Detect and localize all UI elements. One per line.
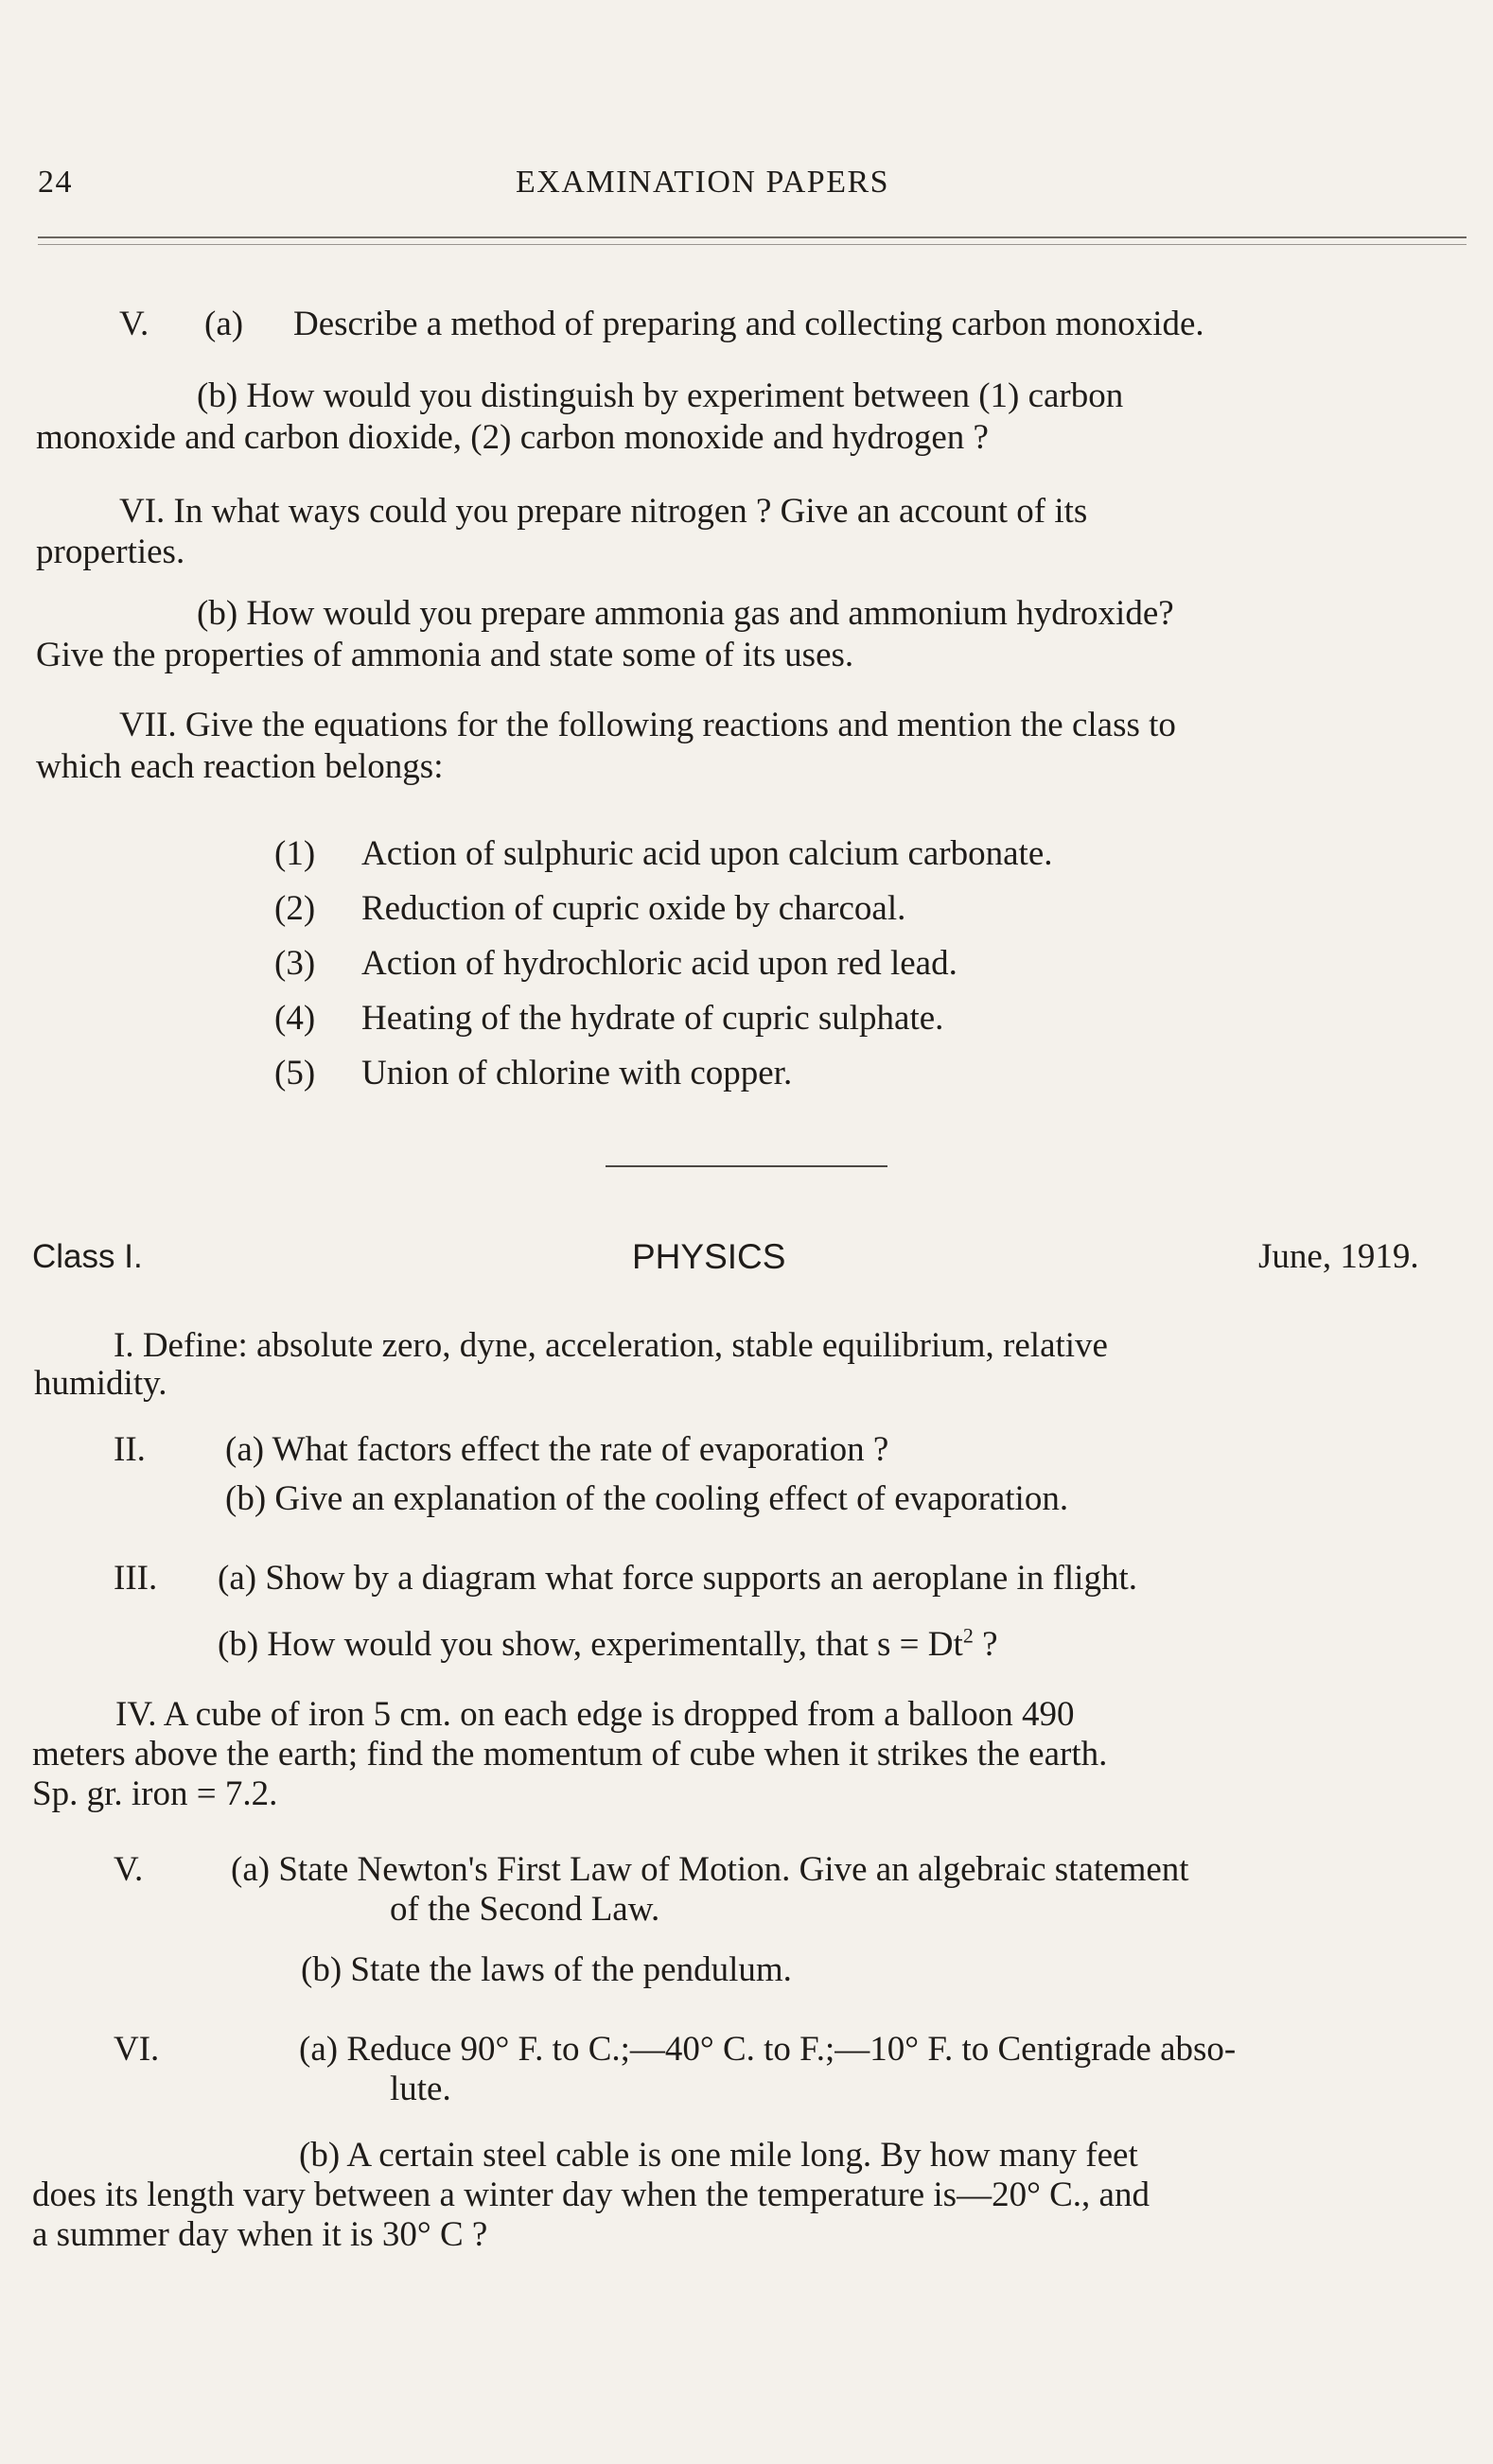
chem-q6-b-line1: (b) How would you prepare ammonia gas and ammonium hydroxide? (197, 594, 1174, 633)
phys-q5-a-line2: of the Second Law. (390, 1890, 660, 1929)
phys-q2-number: II. (114, 1430, 146, 1469)
phys-q5-number: V. (114, 1850, 144, 1889)
phys-q6-b-line1: (b) A certain steel cable is one mile long. By how many feet (299, 2136, 1138, 2175)
chem-q7-item-text: Union of chlorine with copper. (361, 1054, 793, 1092)
chem-q7-item-text: Heating of the hydrate of cupric sulphate. (361, 999, 944, 1038)
phys-q3-number: III. (114, 1559, 158, 1598)
phys-q6-b-line3: a summer day when it is 30° C ? (32, 2215, 488, 2254)
chem-q5-b-line2: monoxide and carbon dioxide, (2) carbon monoxide and hydrogen ? (36, 418, 989, 457)
chem-q5-b-line1: (b) How would you distinguish by experiment between (1) carbon (197, 376, 1124, 415)
physics-exam-date: June, 1919. (1258, 1237, 1419, 1276)
chem-q5-number: V. (119, 305, 149, 343)
phys-q6-a-line2: lute. (390, 2070, 451, 2108)
chem-q7-item-number: (4) (274, 999, 316, 1038)
phys-q4-line1: IV. A cube of iron 5 cm. on each edge is dropped from a balloon 490 (115, 1695, 1075, 1734)
header-rule-top (38, 236, 1467, 238)
chem-q6-line2: properties. (36, 533, 185, 571)
section-divider (606, 1165, 887, 1167)
phys-q6-number: VI. (114, 2030, 160, 2069)
phys-q4-line2: meters above the earth; find the momentum of cube when it strikes the earth. (32, 1735, 1108, 1774)
chem-q7-item-text: Action of hydrochloric acid upon red lead. (361, 944, 957, 983)
phys-q3-b-end: ? (973, 1625, 998, 1664)
phys-q3-b (218, 1625, 998, 1665)
physics-class-label: Class I. (32, 1238, 143, 1275)
chem-q7-line2: which each reaction belongs: (36, 747, 444, 786)
chem-q7-item-number: (1) (274, 834, 316, 873)
phys-q1-line2: humidity. (34, 1364, 167, 1403)
chem-q7-item-number: (3) (274, 944, 316, 983)
chem-q6-line1: VI. In what ways could you prepare nitrogen ? Give an account of its (119, 492, 1088, 531)
chem-q7-line1: VII. Give the equations for the following reactions and mention the class to (119, 706, 1176, 744)
phys-q6-b-line2: does its length vary between a winter day when the temperature is—20° C., and (32, 2176, 1150, 2214)
chem-q5-a-label: (a) (204, 305, 244, 343)
page-number: 24 (38, 165, 73, 200)
phys-q1-line1: I. Define: absolute zero, dyne, acceleration, stable equilibrium, relative (114, 1326, 1108, 1365)
chem-q5-a-text: Describe a method of preparing and collecting carbon monoxide. (293, 305, 1204, 343)
physics-subject-title: PHYSICS (632, 1237, 786, 1276)
phys-q6-a-line1: (a) Reduce 90° F. to C.;—40° C. to F.;—10° F. to Centigrade abso- (299, 2030, 1237, 2069)
phys-q5-a-line1: (a) State Newton's First Law of Motion. Give an algebraic statement (231, 1850, 1189, 1889)
chem-q7-item-number: (5) (274, 1054, 316, 1092)
phys-q4-line3: Sp. gr. iron = 7.2. (32, 1774, 278, 1813)
phys-q5-b: (b) State the laws of the pendulum. (301, 1950, 792, 1989)
chem-q7-item-text: Action of sulphuric acid upon calcium carbonate. (361, 834, 1053, 873)
running-title: EXAMINATION PAPERS (516, 165, 890, 200)
chem-q7-item-text: Reduction of cupric oxide by charcoal. (361, 889, 906, 928)
chem-q7-item-number: (2) (274, 889, 316, 928)
chem-q6-b-line2: Give the properties of ammonia and state some of its uses. (36, 636, 854, 674)
phys-q3-b-exponent: 2 (962, 1623, 974, 1648)
phys-q2-b: (b) Give an explanation of the cooling effect of evaporation. (225, 1479, 1069, 1518)
phys-q3-b-text: (b) How would you show, experimentally, that s = Dt (218, 1625, 963, 1664)
phys-q3-a: (a) Show by a diagram what force supports an aeroplane in flight. (218, 1559, 1137, 1598)
header-rule-bottom (38, 244, 1467, 245)
phys-q2-a: (a) What factors effect the rate of evaporation ? (225, 1430, 889, 1469)
